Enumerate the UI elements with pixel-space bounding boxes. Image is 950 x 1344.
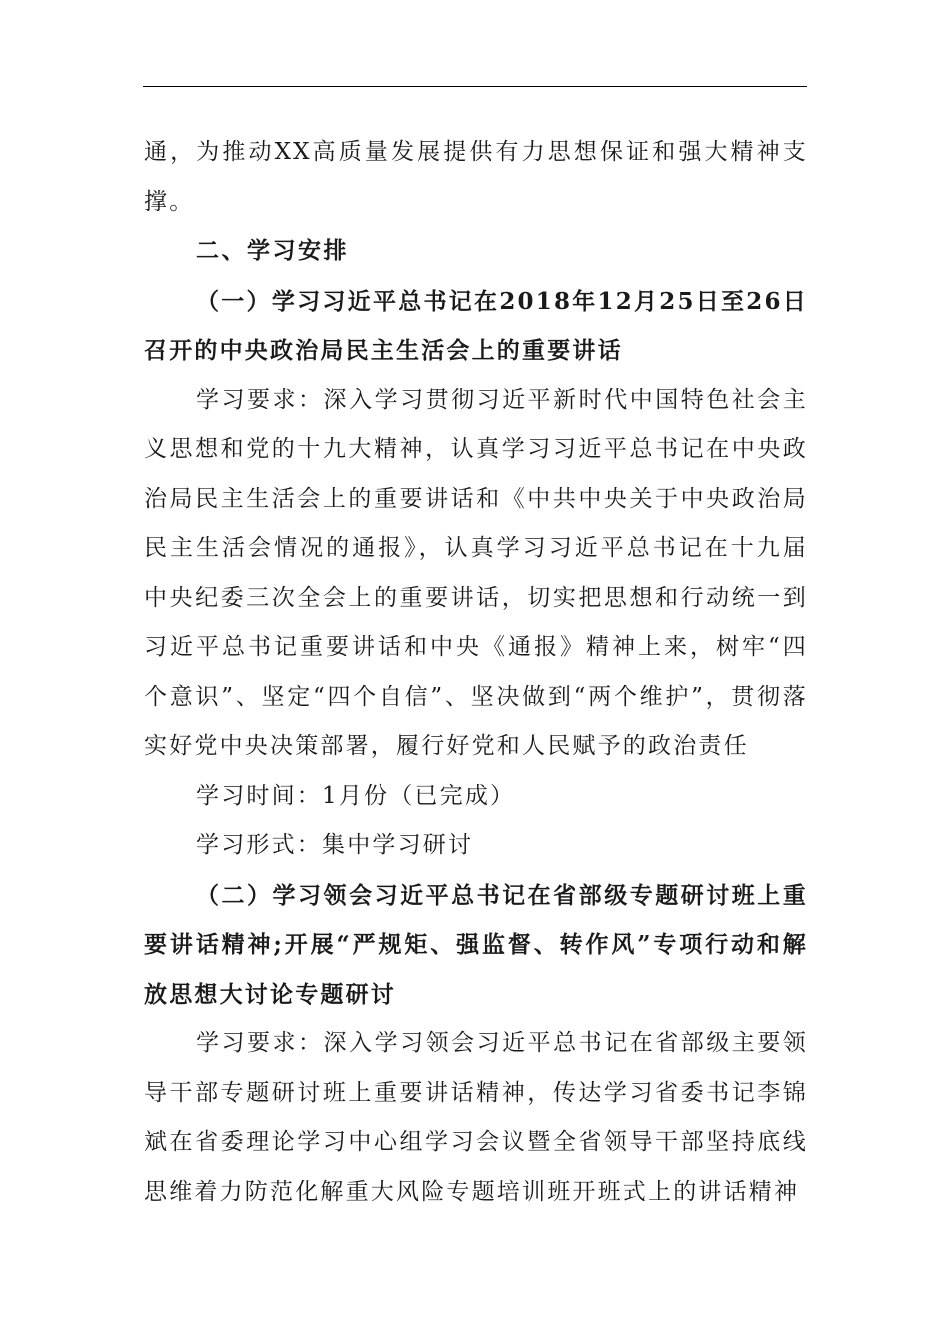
item1-time: 学习时间：1月份（已完成） bbox=[196, 782, 516, 809]
document-body bbox=[144, 128, 808, 1217]
header-rule bbox=[143, 86, 807, 87]
item1-heading: （一）学习习近平总书记在2018年12月25日至26日召开的中央政治局民主生活会上的重要讲话 bbox=[144, 287, 808, 364]
item1-form: 学习形式：集中学习研讨 bbox=[196, 832, 474, 858]
item2-heading: （二）学习领会习近平总书记在省部级专题研讨班上重要讲话精神;开展“严规矩、强监督、转作风”专项行动和解放思想大讨论专题研讨 bbox=[144, 881, 808, 1008]
section-heading-study-arrangement: 二、学习安排 bbox=[196, 238, 349, 264]
paragraph-continuation: 通，为推动XX高质量发展提供有力思想保证和强大精神支撑。 bbox=[144, 139, 808, 215]
item1-requirement: 学习要求：深入学习贯彻习近平新时代中国特色社会主义思想和党的十九大精神，认真学习习近平总书记在中央政治局民主生活会上的重要讲话和《中共中央关于中央政治局民主生活会情况的通报》，认真学习习近平总书记在十九届中央纪委三次全会上的重要讲话，切实把思想和行动统一到习近平总书记重要讲话和中央《通报》精神上来，树牢“四个意识”、坚定“四个自信”、坚决做到“两个维护”，贯彻落实好党中央决策部署，履行好党和人民赋予的政治责任 bbox=[144, 386, 808, 759]
item2-requirement: 学习要求：深入学习领会习近平总书记在省部级主要领导干部专题研讨班上重要讲话精神，传达学习省委书记李锦斌在省委理论学习中心组学习会议暨全省领导干部坚持底线思维着力防范化解重大风险专题培训班开班式上的讲话精神 bbox=[144, 1030, 808, 1205]
